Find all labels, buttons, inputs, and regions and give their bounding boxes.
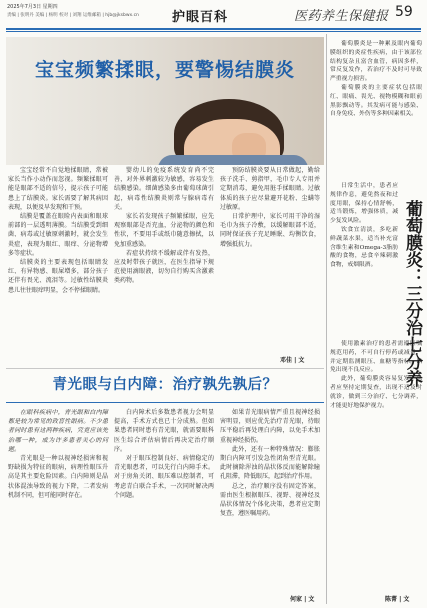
header-rule <box>6 28 421 30</box>
paragraph: 预防结膜炎要从日常做起，勤给孩子洗手、剪指甲，毛巾专人专用并定期消毒，避免用脏手揉眼睛。过敏体质的孩子应尽量避开花粉、尘螨等过敏原。 <box>220 167 320 211</box>
article-c-author: 陈菁 | 文 <box>385 596 410 603</box>
paragraph: 此外，还有一种特殊情况：膨胀期白内障可引发急性闭角型青光眼。此时摘除浑浊的晶状体反而能解除瞳孔阻滞，降低眼压，起到治疗作用。 <box>220 445 320 481</box>
article-b-column-3 <box>220 408 320 518</box>
article-a-column-1 <box>8 166 108 295</box>
paragraph: 总之，治疗顺序没有固定答案，需由医生根据眼压、视野、视神经及晶状体情况个体化决策，患者应定期复查，遵医嘱用药。 <box>220 482 320 518</box>
paragraph: 日常生活中，患者应规律作息，避免熬夜和过度用眼，保持心情舒畅，适当锻炼，增强体质，减少复发风险。 <box>330 183 398 225</box>
header-rule-thin <box>6 31 421 32</box>
paragraph: 结膜是覆盖在眼睑内表面和眼球前部的一层透明薄膜。当结膜受到细菌、病毒或过敏原刺激时，就会发生炎症，表现为眼红、眼痒、分泌物增多等症状。 <box>8 213 108 257</box>
article-b-column-1 <box>8 408 108 500</box>
article-a-column-2 <box>114 166 214 286</box>
article-a-author: 邓佳 | 文 <box>280 357 305 364</box>
page-header <box>0 0 427 36</box>
paragraph: 若症状持续不缓解或伴有发热，应及时带孩子就医，在医生指导下规范使用滴眼液，切勿自行购买含激素类药物。 <box>114 249 214 285</box>
paragraph: 家长若发现孩子频繁揉眼，应先观察眼部是否充血，分泌物的颜色和性状，不要用手或纸巾随意擦拭，以免加重感染。 <box>114 213 214 248</box>
paragraph: 饮食宜清淡，多吃新鲜蔬菜水果，适当补充富含维生素和Omega-3脂肪酸的食物，忌食辛辣刺激食物，戒烟限酒。 <box>330 226 398 269</box>
child-shirt <box>158 155 308 165</box>
issue-date: 2025年7月3日 星期四 <box>7 4 58 10</box>
hero-photo <box>6 37 324 165</box>
article-b-column-2 <box>114 408 214 500</box>
article-c-column-mid <box>330 182 398 270</box>
article-c-intro <box>330 40 422 119</box>
newspaper-logo: 医药养生保健报 <box>294 9 389 24</box>
paragraph: 葡萄膜炎的主要症状包括眼红、眼痛、畏光、视物模糊和眼前黑影飘动等。其发病可能与感染、自身免疫、外伤等多种因素相关。 <box>330 84 422 118</box>
article-b-author: 何家 | 文 <box>290 596 315 603</box>
section-title: 护眼百科 <box>172 10 229 25</box>
paragraph: 日常护理中，家长可用干净的湿毛巾为孩子冷敷，以缓解眼部不适，同时保证孩子充足睡眠、均衡饮食，增强抵抗力。 <box>220 213 320 248</box>
paragraph: 青光眼是一种以视神经损害和视野缺损为特征的眼病，病理性眼压升高是其主要危险因素。白内障则是晶状体混浊导致的视力下降，二者发病机制不同，但可能同时存在。 <box>8 455 108 499</box>
paragraph: 结膜炎的主要表现包括眼睛发红、有异物感、眼屎增多，部分孩子还伴有畏光、流泪等。过敏性结膜炎患儿往往眼痒明显，会不停揉眼睛。 <box>8 259 108 294</box>
article-b-rule <box>6 402 324 403</box>
paragraph: 葡萄膜炎是一种累及眼内葡萄膜组织的炎症性疾病，由于该部位结构复杂且富含血管，病因多样，常反复发作，若治疗不及时可导致严重视力损害。 <box>330 41 422 83</box>
editor-credits: 责编 | 张明丹 美编 | 杨明 校对 | 刘翔 运维邮箱 | hjb@jksbwx.cn <box>7 13 139 18</box>
paragraph: 如果青光眼病情严重且视神经损害明显，则应优先治疗青光眼，待眼压平稳后再处理白内障，以免手术加重视神经损伤。 <box>220 409 320 444</box>
column-divider <box>326 34 327 604</box>
article-b-title: 青光眼与白内障：治疗孰先孰后？ <box>52 376 278 393</box>
paragraph: 使用激素治疗的患者需遵医嘱规范用药，不可自行停药或减量，并定期监测眼压、血糖等指标，以免出现不良反应。 <box>330 341 422 374</box>
paragraph: 对于眼压控制良好、病情稳定的青光眼患者，可以先行白内障手术。对于房角关闭、眼压难以控制者，可考虑青白联合手术，一次同时解决两个问题。 <box>114 455 214 499</box>
paragraph: 婴幼儿的免疫系统发育尚不完善，对外界刺激较为敏感，容易发生结膜感染。细菌感染多由葡萄球菌引起，病毒性结膜炎则常与腺病毒有关。 <box>114 167 214 211</box>
paragraph: 宝宝经常不自觉地揉眼睛，常被家长当作小动作而忽视。频繁揉眼可能是眼部不适的信号，提示孩子可能患上了结膜炎。家长需要了解其病因表现，以便及早发现和干预。 <box>8 167 108 211</box>
page-number: 59 <box>395 4 413 20</box>
article-a-column-3 <box>220 166 320 249</box>
article-c-title: 葡萄膜炎：三分治七分养 <box>402 200 422 387</box>
paragraph: 白内障术后多数患者视力会明显提高，手术方式也已十分成熟。但如果患者同时患有青光眼，就需要眼科医生综合评估病情后再决定治疗顺序。 <box>114 409 214 453</box>
article-b-lead: 在眼科疾病中，青光眼和白内障都是较为常见的致盲性眼病。不少患者同时患有这两种疾病，究竟应该先治哪一种，成为许多患者关心的问题。 <box>8 409 108 453</box>
paragraph: 此外，葡萄膜炎容易复发，患者应坚持定期复查，出现不适及时就诊，做到三分治疗、七分调养，才能更好地保护视力。 <box>330 376 422 409</box>
article-divider <box>6 368 324 369</box>
article-a-title: 宝宝频繁揉眼，要警惕结膜炎 <box>34 59 295 81</box>
article-c-column-lower <box>330 340 422 410</box>
